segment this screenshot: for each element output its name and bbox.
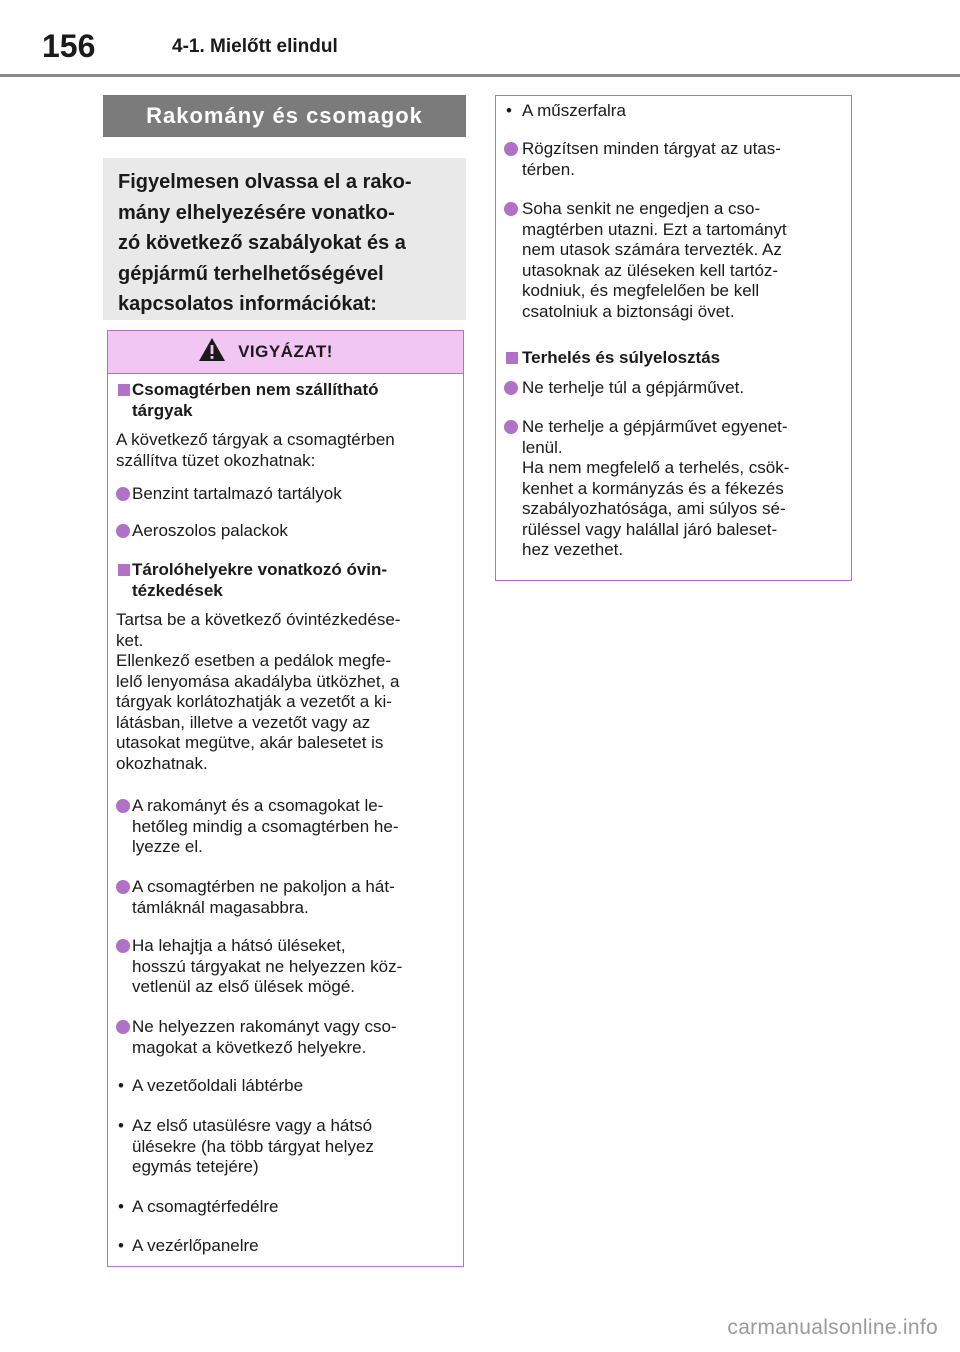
intro-line: kapcsolatos információkat: [118,293,377,315]
list-item-text: magtérben utazni. Ezt a tartományt [522,219,787,239]
heading-line: Csomagtérben nem szállítható [132,380,379,399]
square-bullet-icon [118,564,130,576]
paragraph-line: A következő tárgyak a csomagtérben [116,430,395,449]
list-item [522,199,877,322]
list-item-text: lenül. [522,437,563,457]
list-item-text: Ha nem megfelelő a terhelés, csök- [522,458,790,477]
list-item [132,796,487,858]
list-item-text: támláknál magasabbra. [132,897,309,917]
square-bullet-icon [506,352,518,364]
bullet-icon: • [118,1076,124,1095]
paragraph-line: tárgyak korlátozhatják a vezetőt a ki- [116,692,392,711]
list-item-text: Ne helyezzen rakományt vagy cso- [132,1017,397,1036]
round-bullet-icon [504,420,518,434]
intro-line: Figyelmesen olvassa el a rako- [118,171,412,193]
list-item-text: Ne terhelje a gépjárművet egyenet- [522,417,788,436]
intro-line: mány elhelyezésére vonatko- [118,201,395,224]
bullet-icon: • [506,101,512,120]
paragraph-line: Ellenkező esetben a pedálok megfe- [116,651,392,670]
intro-line: gépjármű terhelhetőségével [118,262,384,285]
section-title: 4-1. Mielőtt elindul [172,36,338,57]
sub-list-item-text: A vezérlőpanelre [132,1236,259,1255]
warning-label: VIGYÁZAT! [238,342,333,361]
list-item-text: magokat a következő helyekre. [132,1037,367,1057]
list-item-text: Soha senkit ne engedjen a cso- [522,199,761,218]
list-item-text: hosszú tárgyakat ne helyezzen köz- [132,956,403,976]
list-item-text: lyezze el. [132,837,203,856]
page-number: 156 [42,28,96,64]
list-item-text: Rögzítsen minden tárgyat az utas- [522,139,781,158]
warning-triangle-icon [198,337,226,367]
sub-list-item [132,1236,487,1257]
heading-line: Tárolóhelyekre vonatkozó óvin- [132,560,388,579]
bullet-icon: • [118,1116,124,1135]
list-item [132,484,487,505]
round-bullet-icon [504,202,518,216]
sub-list-item-text: A vezetőoldali lábtérbe [132,1076,304,1095]
round-bullet-icon [504,381,518,395]
page-title: Rakomány és csomagok [103,95,466,137]
warning-heading [132,560,487,601]
list-item-text: térben. [522,159,575,179]
round-bullet-icon [116,524,130,538]
sub-list-item-text: Az első utasülésre vagy a hátsó [132,1116,373,1135]
sub-list-item [522,101,877,122]
sub-list-item-text: A csomagtérfedélre [132,1197,279,1216]
sub-list-item [132,1116,487,1178]
list-item-text: utasoknak az üléseken kell tartóz- [522,260,779,280]
list-item-text: Aeroszolos palackok [132,521,288,540]
heading-line: tézkedések [132,580,223,600]
list-item-text: kodniuk, és megfelelően be kell [522,281,760,300]
watermark: carmanualsonline.info [727,1316,938,1339]
sub-list-item-text: ülésekre (ha több tárgyat helyez [132,1136,374,1156]
paragraph-line: látásban, illetve a vezetőt vagy az [116,712,371,732]
warning-box [107,330,464,1267]
paragraph-line: okozhatnak. [116,753,208,773]
intro-box [103,158,466,320]
list-item-text: A csomagtérben ne pakoljon a hát- [132,877,395,896]
heading-line: tárgyak [132,400,193,420]
list-item-text: rüléssel vagy halállal járó baleset- [522,519,778,539]
round-bullet-icon [116,487,130,501]
sub-list-item [132,1076,487,1097]
list-item [132,521,487,542]
header-divider [0,74,960,77]
list-item-text: nem utasok számára tervezték. Az [522,240,782,259]
list-item-text: hez vezethet. [522,540,624,559]
sub-list-item-text: A műszerfalra [522,101,626,120]
warning-heading [132,380,487,421]
paragraph-line: szállítva tüzet okozhatnak: [116,450,316,470]
round-bullet-icon [116,880,130,894]
warning-header [108,331,463,374]
paragraph-line: Tartsa be a következő óvintézkedése- [116,610,401,629]
round-bullet-icon [116,1020,130,1034]
list-item-text: Benzint tartalmazó tartályok [132,484,342,503]
list-item [522,417,877,561]
round-bullet-icon [116,799,130,813]
list-item [522,139,877,180]
paragraph-line: lelő lenyomása akadályba ütközhet, a [116,671,400,691]
bullet-icon: • [118,1197,124,1216]
intro-line: zó következő szabályokat és a [118,232,406,254]
heading-line: Terhelés és súlyelosztás [522,348,721,367]
warning-paragraph [116,610,471,774]
list-item-text: hetőleg mindig a csomagtérben he- [132,816,399,836]
list-item-text: Ne terhelje túl a gépjárművet. [522,378,745,397]
list-item-text: szabályozhatósága, ami súlyos sé- [522,499,786,518]
square-bullet-icon [118,384,130,396]
list-item [132,1017,487,1058]
round-bullet-icon [504,142,518,156]
list-item [132,936,487,998]
round-bullet-icon [116,939,130,953]
paragraph-line: utasokat megütve, akár balesetet is [116,733,384,752]
list-item-text: vetlenül az első ülések mögé. [132,977,356,996]
warning-heading [522,348,877,369]
list-item-text: kenhet a kormányzás és a fékezés [522,478,784,498]
sub-list-item-text: egymás tetejére) [132,1157,259,1176]
continued-warning-box [495,95,852,581]
list-item [132,877,487,918]
list-item [522,378,877,399]
bullet-icon: • [118,1236,124,1255]
warning-paragraph [116,430,471,471]
sub-list-item [132,1197,487,1218]
list-item-text: A rakományt és a csomagokat le- [132,796,384,815]
list-item-text: csatolniuk a biztonsági övet. [522,301,735,321]
list-item-text: Ha lehajtja a hátsó üléseket, [132,936,346,955]
paragraph-line: ket. [116,630,144,650]
